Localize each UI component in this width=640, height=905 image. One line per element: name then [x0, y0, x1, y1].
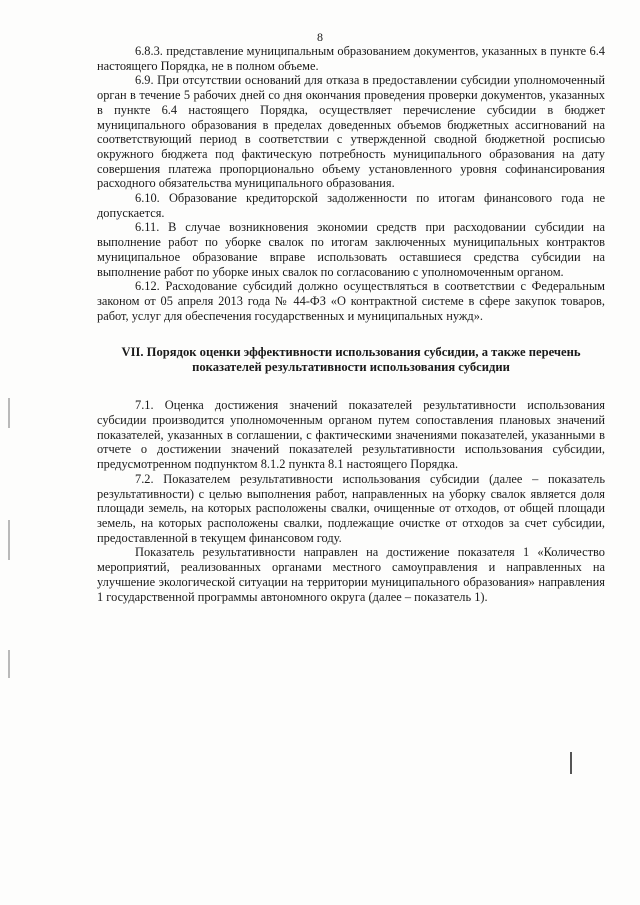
paragraph-6-10: 6.10. Образование кредиторской задолженности по итогам финансового года не допускается. [97, 191, 605, 220]
page-number: 8 [317, 30, 323, 44]
scan-bottom-mark [570, 752, 572, 774]
document-body [97, 44, 605, 604]
scan-margin-mark [8, 398, 10, 428]
scan-margin-mark [8, 520, 10, 560]
paragraph-6-9: 6.9. При отсутствии оснований для отказа в предоставлении субсидии уполномоченный орган в течение 5 рабочих дней со дня окончания проведения проверки документов, указанных в пункте 6.4 настоящего Порядка, осуществляет перечисление субсидии в бюджет муниципального образования в пределах доведенных объемов бюджетных ассигнований на соответствующий период в соответствии с утвержденной сводной бюджетной росписью окружного бюджета под фактическую потребность муниципального образования на дату совершения платежа пропорционально объему установленного уровня софинансирования расходного обязательства муниципального образования. [97, 73, 605, 191]
paragraph-indicator-1: Показатель результативности направлен на достижение показателя 1 «Количество мероприятий, реализованных органами местного самоуправления и направленных на улучшение экологической ситуации на территории муниципального образования» направления 1 государственной программы автономного округа (далее – показатель 1). [97, 545, 605, 604]
paragraph-7-2: 7.2. Показателем результативности использования субсидии (далее – показатель результативности) с целью выполнения работ, направленных на уборку свалок является доля площади земель, на которых расположены свалки, очищенные от отходов, от общей площади земель, на которых расположены свалки, подлежащие очистке от отходов за счет субсидии, предоставленной в текущем финансовом году. [97, 471, 605, 545]
scan-margin-mark [8, 650, 10, 678]
paragraph-7-1: 7.1. Оценка достижения значений показателей результативности использования субсидии производится уполномоченным органом путем сопоставления плановых значений показателей, указанных в соглашении, с фактическими значениями показателей, указанными в отчете о достижении значений показателей результативности использования субсидии, предусмотренном подпунктом 8.1.2 пункта 8.1 настоящего Порядка. [97, 398, 605, 472]
paragraph-6-11: 6.11. В случае возникновения экономии средств при расходовании субсидии на выполнение работ по уборке свалок по итогам заключенных муниципальных контрактов муниципальное образование вправе использовать оставшиеся средства субсидии на выполнение работ по уборке иных свалок по согласованию с уполномоченным органом. [97, 220, 605, 279]
paragraph-6-8-3: 6.8.3. представление муниципальным образованием документов, указанных в пункте 6.4 настоящего Порядка, не в полном объеме. [97, 44, 605, 73]
paragraph-6-12: 6.12. Расходование субсидий должно осуществляться в соответствии с Федеральным законом от 05 апреля 2013 года № 44-ФЗ «О контрактной системе в сфере закупок товаров, работ, услуг для обеспечения государственных и муниципальных нужд». [97, 279, 605, 323]
section-heading-vii: VII. Порядок оценки эффективности использования субсидии, а также перечень показателей результативности использования субсидии [121, 345, 581, 374]
